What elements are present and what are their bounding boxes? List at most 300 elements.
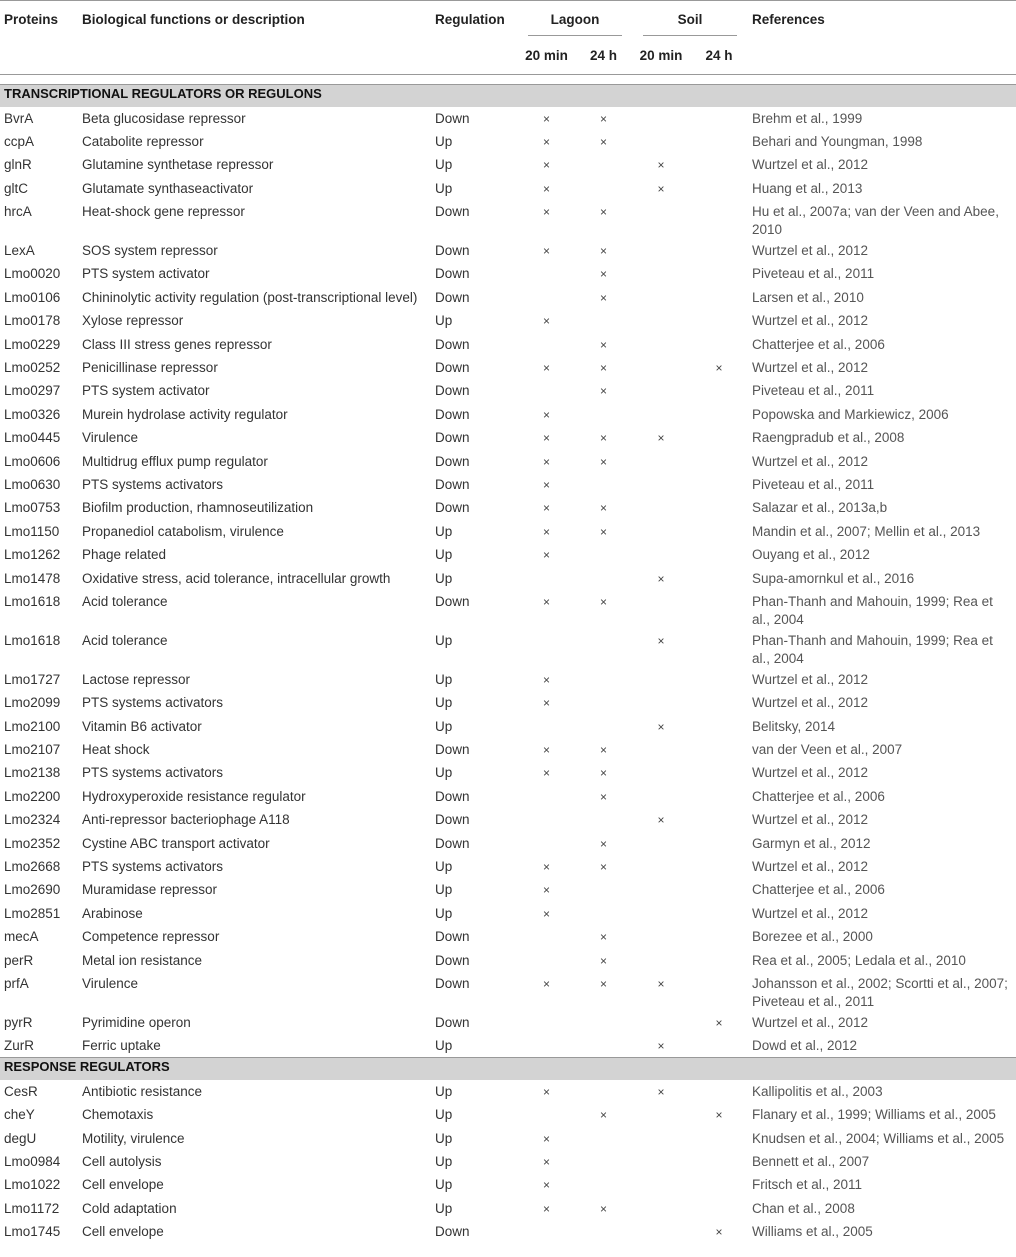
reference-cell: Wurtzel et al., 2012 — [752, 765, 869, 781]
protein-cell: Lmo1618 — [4, 593, 61, 609]
lagoon-20min-cell — [518, 785, 575, 808]
reference-cell: Mandin et al., 2007; Mellin et al., 2013 — [752, 523, 981, 539]
protein-cell: Lmo0326 — [4, 406, 61, 422]
reference-cell: Fritsch et al., 2011 — [752, 1177, 863, 1193]
reference-cell: Chatterjee et al., 2006 — [752, 882, 885, 898]
soil-20min-cell — [632, 200, 690, 239]
soil-20min-cell — [632, 356, 690, 379]
soil-24h-cell — [690, 1150, 748, 1173]
table-row — [0, 1127, 1016, 1150]
lagoon-24h-cell: × — [599, 337, 607, 352]
soil-24h-cell — [690, 107, 748, 130]
reference-cell: Williams et al., 2005 — [752, 1224, 873, 1240]
regulation-cell: Down — [435, 289, 470, 305]
protein-cell: Lmo0984 — [4, 1153, 61, 1169]
protein-cell: Lmo0106 — [4, 289, 61, 305]
regulation-cell: Up — [435, 133, 453, 149]
protein-cell: Lmo2107 — [4, 742, 61, 758]
table-row — [0, 1197, 1016, 1220]
regulation-cell: Down — [435, 835, 470, 851]
table-row — [0, 333, 1016, 356]
lagoon-24h-cell: × — [599, 977, 607, 991]
lagoon-20min-cell: × — [542, 766, 550, 781]
soil-24h-cell — [690, 567, 748, 590]
function-cell: Acid tolerance — [82, 632, 168, 648]
soil-24h-cell — [690, 309, 748, 332]
table-row — [0, 379, 1016, 402]
soil-20min-cell — [632, 1173, 690, 1196]
table-row — [0, 738, 1016, 761]
soil-24h-cell — [690, 808, 748, 831]
protein-cell: Lmo1618 — [4, 632, 61, 648]
table-row — [0, 473, 1016, 496]
regulation-cell: Up — [435, 718, 453, 734]
lagoon-24h-cell — [575, 403, 632, 426]
function-cell: Class III stress genes repressor — [82, 336, 272, 352]
soil-24h-cell — [690, 925, 748, 948]
protein-cell: Lmo2690 — [4, 882, 61, 898]
protein-cell: perR — [4, 952, 34, 968]
lagoon-20min-cell: × — [542, 314, 550, 329]
reference-cell: Wurtzel et al., 2012 — [752, 157, 869, 173]
soil-20min-cell: × — [657, 158, 665, 173]
soil-20min-cell — [632, 855, 690, 878]
table-row — [0, 761, 1016, 784]
reference-cell: Wurtzel et al., 2012 — [752, 905, 869, 921]
soil-24h-cell — [690, 130, 748, 153]
soil-20min-cell — [632, 590, 690, 629]
reference-cell: Piveteau et al., 2011 — [752, 266, 875, 282]
protein-cell: ccpA — [4, 133, 35, 149]
regulation-cell: Up — [435, 671, 453, 687]
lagoon-20min-cell: × — [542, 181, 550, 196]
soil-24h-cell — [690, 668, 748, 691]
soil-24h-cell — [690, 177, 748, 200]
regulation-cell: Up — [435, 1107, 453, 1123]
soil-20min-cell — [632, 949, 690, 972]
function-cell: Cell envelope — [82, 1224, 164, 1240]
reference-cell: Supa-amornkul et al., 2016 — [752, 570, 915, 586]
lagoon-20min-cell: × — [542, 477, 550, 492]
lagoon-20min-cell: × — [542, 524, 550, 539]
regulation-cell: Down — [435, 976, 470, 991]
function-cell: Xylose repressor — [82, 313, 184, 329]
soil-24h-cell — [690, 629, 748, 668]
protein-cell: Lmo1150 — [4, 523, 60, 539]
soil-24h-cell — [690, 262, 748, 285]
protein-cell: Lmo0753 — [4, 500, 61, 516]
protein-cell: Lmo2100 — [4, 718, 61, 734]
function-cell: Vitamin B6 activator — [82, 718, 202, 734]
lagoon-20min-cell — [518, 286, 575, 309]
reference-cell: Phan-Thanh and Mahouin, 1999; Rea et al., 2004 — [752, 593, 993, 627]
lagoon-24h-cell: × — [599, 743, 607, 758]
function-cell: Glutamine synthetase repressor — [82, 157, 274, 173]
function-cell: Muramidase repressor — [82, 882, 218, 898]
lagoon-24h-cell — [575, 567, 632, 590]
reference-cell: Ouyang et al., 2012 — [752, 547, 870, 563]
section-title: RESPONSE REGULATORS — [0, 1058, 1016, 1080]
lagoon-24h-cell — [575, 309, 632, 332]
soil-20min-cell — [632, 878, 690, 901]
function-cell: Cell envelope — [82, 1177, 164, 1193]
regulation-cell: Up — [435, 905, 453, 921]
lagoon-20min-cell: × — [542, 883, 550, 898]
regulation-cell: Up — [435, 882, 453, 898]
table-row — [0, 902, 1016, 925]
function-cell: Antibiotic resistance — [82, 1083, 203, 1099]
regulation-cell: Down — [435, 406, 470, 422]
lagoon-20min-cell — [518, 379, 575, 402]
soil-24h-cell — [690, 1173, 748, 1196]
table-row — [0, 878, 1016, 901]
lagoon-24h-cell — [575, 153, 632, 176]
reference-cell: Hu et al., 2007a; van der Veen and Abee, 2010 — [752, 204, 999, 238]
soil-24h-cell — [690, 520, 748, 543]
function-cell: Catabolite repressor — [82, 133, 204, 149]
reference-cell: Behari and Youngman, 1998 — [752, 133, 923, 149]
function-cell: Arabinose — [82, 905, 143, 921]
lagoon-24h-cell: × — [599, 244, 607, 259]
regulation-cell: Down — [435, 204, 470, 220]
protein-cell: Lmo0445 — [4, 430, 61, 446]
protein-cell: Lmo0178 — [4, 313, 61, 329]
function-cell: PTS systems activators — [82, 859, 224, 875]
lagoon-20min-cell: × — [542, 454, 550, 469]
soil-20min-cell: × — [657, 1039, 665, 1054]
lagoon-24h-cell — [575, 1173, 632, 1196]
protein-cell: Lmo2324 — [4, 812, 61, 828]
function-cell: Beta glucosidase repressor — [82, 110, 246, 126]
protein-cell: prfA — [4, 976, 29, 991]
header-proteins: Proteins — [0, 1, 78, 37]
lagoon-20min-cell: × — [542, 407, 550, 422]
soil-24h-cell — [690, 1197, 748, 1220]
regulation-cell: Down — [435, 812, 470, 828]
soil-20min-cell — [632, 473, 690, 496]
soil-20min-cell — [632, 379, 690, 402]
protein-cell: Lmo1172 — [4, 1200, 60, 1216]
lagoon-24h-cell: × — [599, 501, 607, 516]
lagoon-20min-cell: × — [542, 672, 550, 687]
function-cell: Multidrug efflux pump regulator — [82, 453, 268, 469]
regulation-cell: Down — [435, 788, 470, 804]
lagoon-24h-cell: × — [599, 111, 607, 126]
reference-cell: van der Veen et al., 2007 — [752, 742, 903, 758]
regulation-cell: Up — [435, 1177, 453, 1193]
protein-cell: Lmo2851 — [4, 905, 61, 921]
function-cell: Pyrimidine operon — [82, 1015, 191, 1030]
reference-cell: Huang et al., 2013 — [752, 180, 863, 196]
reference-cell: Belitsky, 2014 — [752, 718, 836, 734]
protein-cell: Lmo0606 — [4, 453, 61, 469]
protein-cell: hrcA — [4, 204, 32, 220]
lagoon-20min-cell: × — [542, 361, 550, 376]
lagoon-20min-cell: × — [542, 594, 550, 609]
regulation-cell: Up — [435, 523, 453, 539]
table-row — [0, 1080, 1016, 1103]
table-row — [0, 262, 1016, 285]
regulation-cell: Down — [435, 360, 470, 376]
table-row — [0, 855, 1016, 878]
lagoon-20min-cell — [518, 832, 575, 855]
soil-24h-cell: × — [715, 1016, 723, 1030]
table-row — [0, 1103, 1016, 1126]
lagoon-20min-cell — [518, 1011, 575, 1034]
lagoon-24h-cell — [575, 1011, 632, 1034]
table-row — [0, 286, 1016, 309]
lagoon-24h-cell — [575, 473, 632, 496]
table-row — [0, 668, 1016, 691]
function-cell: PTS systems activators — [82, 476, 224, 492]
regulation-cell: Up — [435, 1153, 453, 1169]
lagoon-24h-cell — [575, 1034, 632, 1057]
soil-20min-cell — [632, 691, 690, 714]
soil-24h-cell — [690, 286, 748, 309]
function-cell: Heat shock — [82, 742, 150, 758]
table-row — [0, 130, 1016, 153]
lagoon-24h-cell — [575, 902, 632, 925]
regulation-cell: Down — [435, 742, 470, 758]
table-row — [0, 691, 1016, 714]
soil-24h-cell: × — [715, 1108, 723, 1123]
lagoon-20min-cell — [518, 629, 575, 668]
protein-cell: Lmo1478 — [4, 570, 61, 586]
function-cell: Cystine ABC transport activator — [82, 835, 270, 851]
reference-cell: Brehm et al., 1999 — [752, 110, 863, 126]
table-row — [0, 107, 1016, 130]
function-cell: Cold adaptation — [82, 1200, 177, 1216]
function-cell: PTS systems activators — [82, 765, 224, 781]
regulation-cell: Down — [435, 430, 470, 446]
function-cell: Penicillinase repressor — [82, 360, 218, 376]
protein-cell: ZurR — [4, 1038, 34, 1054]
reference-cell: Wurtzel et al., 2012 — [752, 313, 869, 329]
regulation-cell: Down — [435, 1015, 470, 1030]
protein-cell: Lmo2200 — [4, 788, 61, 804]
soil-24h-cell — [690, 761, 748, 784]
soil-24h-cell — [690, 1080, 748, 1103]
section-title: TRANSCRIPTIONAL REGULATORS OR REGULONS — [0, 85, 1016, 107]
table-row — [0, 1150, 1016, 1173]
soil-24h-cell — [690, 543, 748, 566]
lagoon-24h-cell: × — [599, 361, 607, 376]
header-regulation: Regulation — [431, 1, 518, 37]
table-row — [0, 972, 1016, 1011]
reference-cell: Johansson et al., 2002; Scortti et al., 2007; Piveteau et al., 2011 — [752, 976, 1008, 1009]
soil-24h-cell — [690, 855, 748, 878]
soil-20min-cell — [632, 785, 690, 808]
regulation-cell: Down — [435, 383, 470, 399]
lagoon-20min-cell: × — [542, 205, 550, 220]
lagoon-20min-cell: × — [542, 134, 550, 149]
lagoon-24h-cell: × — [599, 205, 607, 220]
reference-cell: Knudsen et al., 2004; Williams et al., 2005 — [752, 1130, 1005, 1146]
protein-cell: Lmo1262 — [4, 547, 61, 563]
lagoon-20min-cell: × — [542, 548, 550, 563]
soil-20min-cell — [632, 107, 690, 130]
table-row — [0, 177, 1016, 200]
soil-20min-cell — [632, 1011, 690, 1034]
reference-cell: Wurtzel et al., 2012 — [752, 360, 869, 376]
table-row — [0, 567, 1016, 590]
function-cell: Metal ion resistance — [82, 952, 203, 968]
lagoon-24h-cell: × — [599, 431, 607, 446]
function-cell: Hydroxyperoxide resistance regulator — [82, 788, 306, 804]
protein-cell: BvrA — [4, 110, 34, 126]
soil-20min-cell — [632, 496, 690, 519]
soil-24h-cell — [690, 333, 748, 356]
protein-cell: pyrR — [4, 1015, 33, 1030]
function-cell: Cell autolysis — [82, 1153, 162, 1169]
lagoon-24h-cell — [575, 1127, 632, 1150]
soil-24h-cell — [690, 426, 748, 449]
protein-cell: gltC — [4, 180, 29, 196]
table-row — [0, 356, 1016, 379]
reference-cell: Chatterjee et al., 2006 — [752, 336, 885, 352]
table-body — [0, 75, 1016, 1244]
reference-cell: Popowska and Markiewicz, 2006 — [752, 406, 949, 422]
soil-24h-cell — [690, 785, 748, 808]
soil-20min-cell — [632, 668, 690, 691]
soil-24h-cell — [690, 590, 748, 629]
reference-cell: Dowd et al., 2012 — [752, 1038, 858, 1054]
table-row — [0, 715, 1016, 738]
soil-20min-cell — [632, 902, 690, 925]
reference-cell: Borezee et al., 2000 — [752, 929, 873, 945]
lagoon-20min-cell: × — [542, 1178, 550, 1193]
table-row — [0, 832, 1016, 855]
soil-20min-cell — [632, 309, 690, 332]
regulation-cell: Down — [435, 952, 470, 968]
soil-20min-cell — [632, 286, 690, 309]
soil-24h-cell — [690, 1127, 748, 1150]
regulation-cell: Down — [435, 453, 470, 469]
lagoon-20min-cell — [518, 1034, 575, 1057]
lagoon-20min-cell — [518, 1103, 575, 1126]
reference-cell: Rea et al., 2005; Ledala et al., 2010 — [752, 952, 966, 968]
lagoon-20min-cell — [518, 949, 575, 972]
soil-20min-cell — [632, 262, 690, 285]
soil-24h-cell — [690, 496, 748, 519]
function-cell: PTS system activator — [82, 266, 210, 282]
lagoon-20min-cell: × — [542, 1084, 550, 1099]
soil-20min-cell — [632, 543, 690, 566]
lagoon-24h-cell — [575, 715, 632, 738]
regulation-cell: Up — [435, 157, 453, 173]
table-row — [0, 496, 1016, 519]
lagoon-24h-cell: × — [599, 930, 607, 945]
regulation-cell: Up — [435, 313, 453, 329]
lagoon-24h-cell: × — [599, 267, 607, 282]
lagoon-20min-cell — [518, 262, 575, 285]
reference-cell: Chan et al., 2008 — [752, 1200, 855, 1216]
soil-24h-cell — [690, 715, 748, 738]
protein-cell: degU — [4, 1130, 37, 1146]
lagoon-20min-cell: × — [542, 244, 550, 259]
table-row — [0, 949, 1016, 972]
section-header — [0, 1058, 1016, 1080]
soil-20min-cell — [632, 738, 690, 761]
protein-cell: Lmo1745 — [4, 1224, 61, 1240]
lagoon-24h-cell — [575, 1150, 632, 1173]
soil-20min-cell: × — [657, 633, 665, 648]
function-cell: Glutamate synthaseactivator — [82, 180, 254, 196]
header-references: References — [748, 1, 1016, 37]
protein-cell: Lmo2138 — [4, 765, 61, 781]
table-row — [0, 1220, 1016, 1243]
lagoon-20min-cell: × — [542, 1154, 550, 1169]
header-soil-20min: 20 min — [639, 47, 683, 63]
table-row — [0, 426, 1016, 449]
reference-cell: Wurtzel et al., 2012 — [752, 671, 869, 687]
soil-24h-cell: × — [715, 361, 723, 376]
soil-24h-cell — [690, 691, 748, 714]
lagoon-20min-cell — [518, 333, 575, 356]
protein-cell: Lmo0630 — [4, 476, 61, 492]
soil-20min-cell: × — [657, 571, 665, 586]
header-lagoon-20min: 20 min — [525, 47, 568, 63]
soil-20min-cell: × — [657, 813, 665, 828]
protein-cell: CesR — [4, 1083, 38, 1099]
protein-cell: glnR — [4, 157, 32, 173]
lagoon-24h-cell: × — [599, 1201, 607, 1216]
header-functions: Biological functions or description — [78, 1, 431, 37]
regulation-cell: Down — [435, 1224, 470, 1240]
regulation-cell: Down — [435, 476, 470, 492]
table-row — [0, 153, 1016, 176]
table-row — [0, 785, 1016, 808]
table-row — [0, 808, 1016, 831]
regulation-cell: Down — [435, 929, 470, 945]
lagoon-24h-cell: × — [599, 953, 607, 968]
reference-cell: Bennett et al., 2007 — [752, 1153, 870, 1169]
lagoon-20min-cell: × — [542, 696, 550, 711]
lagoon-24h-cell: × — [599, 1108, 607, 1123]
protein-cell: LexA — [4, 243, 35, 259]
lagoon-24h-cell: × — [599, 860, 607, 875]
reference-cell: Raengpradub et al., 2008 — [752, 430, 905, 446]
header-soil: Soil — [632, 1, 748, 37]
lagoon-20min-cell: × — [542, 1131, 550, 1146]
lagoon-20min-cell: × — [542, 501, 550, 516]
protein-cell: Lmo2099 — [4, 695, 61, 711]
function-cell: Ferric uptake — [82, 1038, 161, 1054]
table-row — [0, 925, 1016, 948]
reference-cell: Kallipolitis et al., 2003 — [752, 1083, 883, 1099]
function-cell: Murein hydrolase activity regulator — [82, 406, 288, 422]
table-row — [0, 200, 1016, 239]
soil-20min-cell — [632, 520, 690, 543]
table-row — [0, 1011, 1016, 1034]
function-cell: Motility, virulence — [82, 1130, 185, 1146]
table-row — [0, 309, 1016, 332]
regulation-cell: Down — [435, 266, 470, 282]
soil-24h-cell: × — [715, 1225, 723, 1240]
soil-20min-cell — [632, 450, 690, 473]
function-cell: PTS systems activators — [82, 695, 224, 711]
lagoon-20min-cell: × — [542, 1201, 550, 1216]
soil-20min-cell — [632, 832, 690, 855]
function-cell: Heat-shock gene repressor — [82, 204, 245, 220]
protein-cell: Lmo2668 — [4, 859, 61, 875]
soil-20min-cell — [632, 1127, 690, 1150]
soil-24h-cell — [690, 972, 748, 1011]
regulation-cell: Up — [435, 695, 453, 711]
soil-24h-cell — [690, 379, 748, 402]
reference-cell: Salazar et al., 2013a,b — [752, 500, 888, 516]
lagoon-24h-cell: × — [599, 290, 607, 305]
